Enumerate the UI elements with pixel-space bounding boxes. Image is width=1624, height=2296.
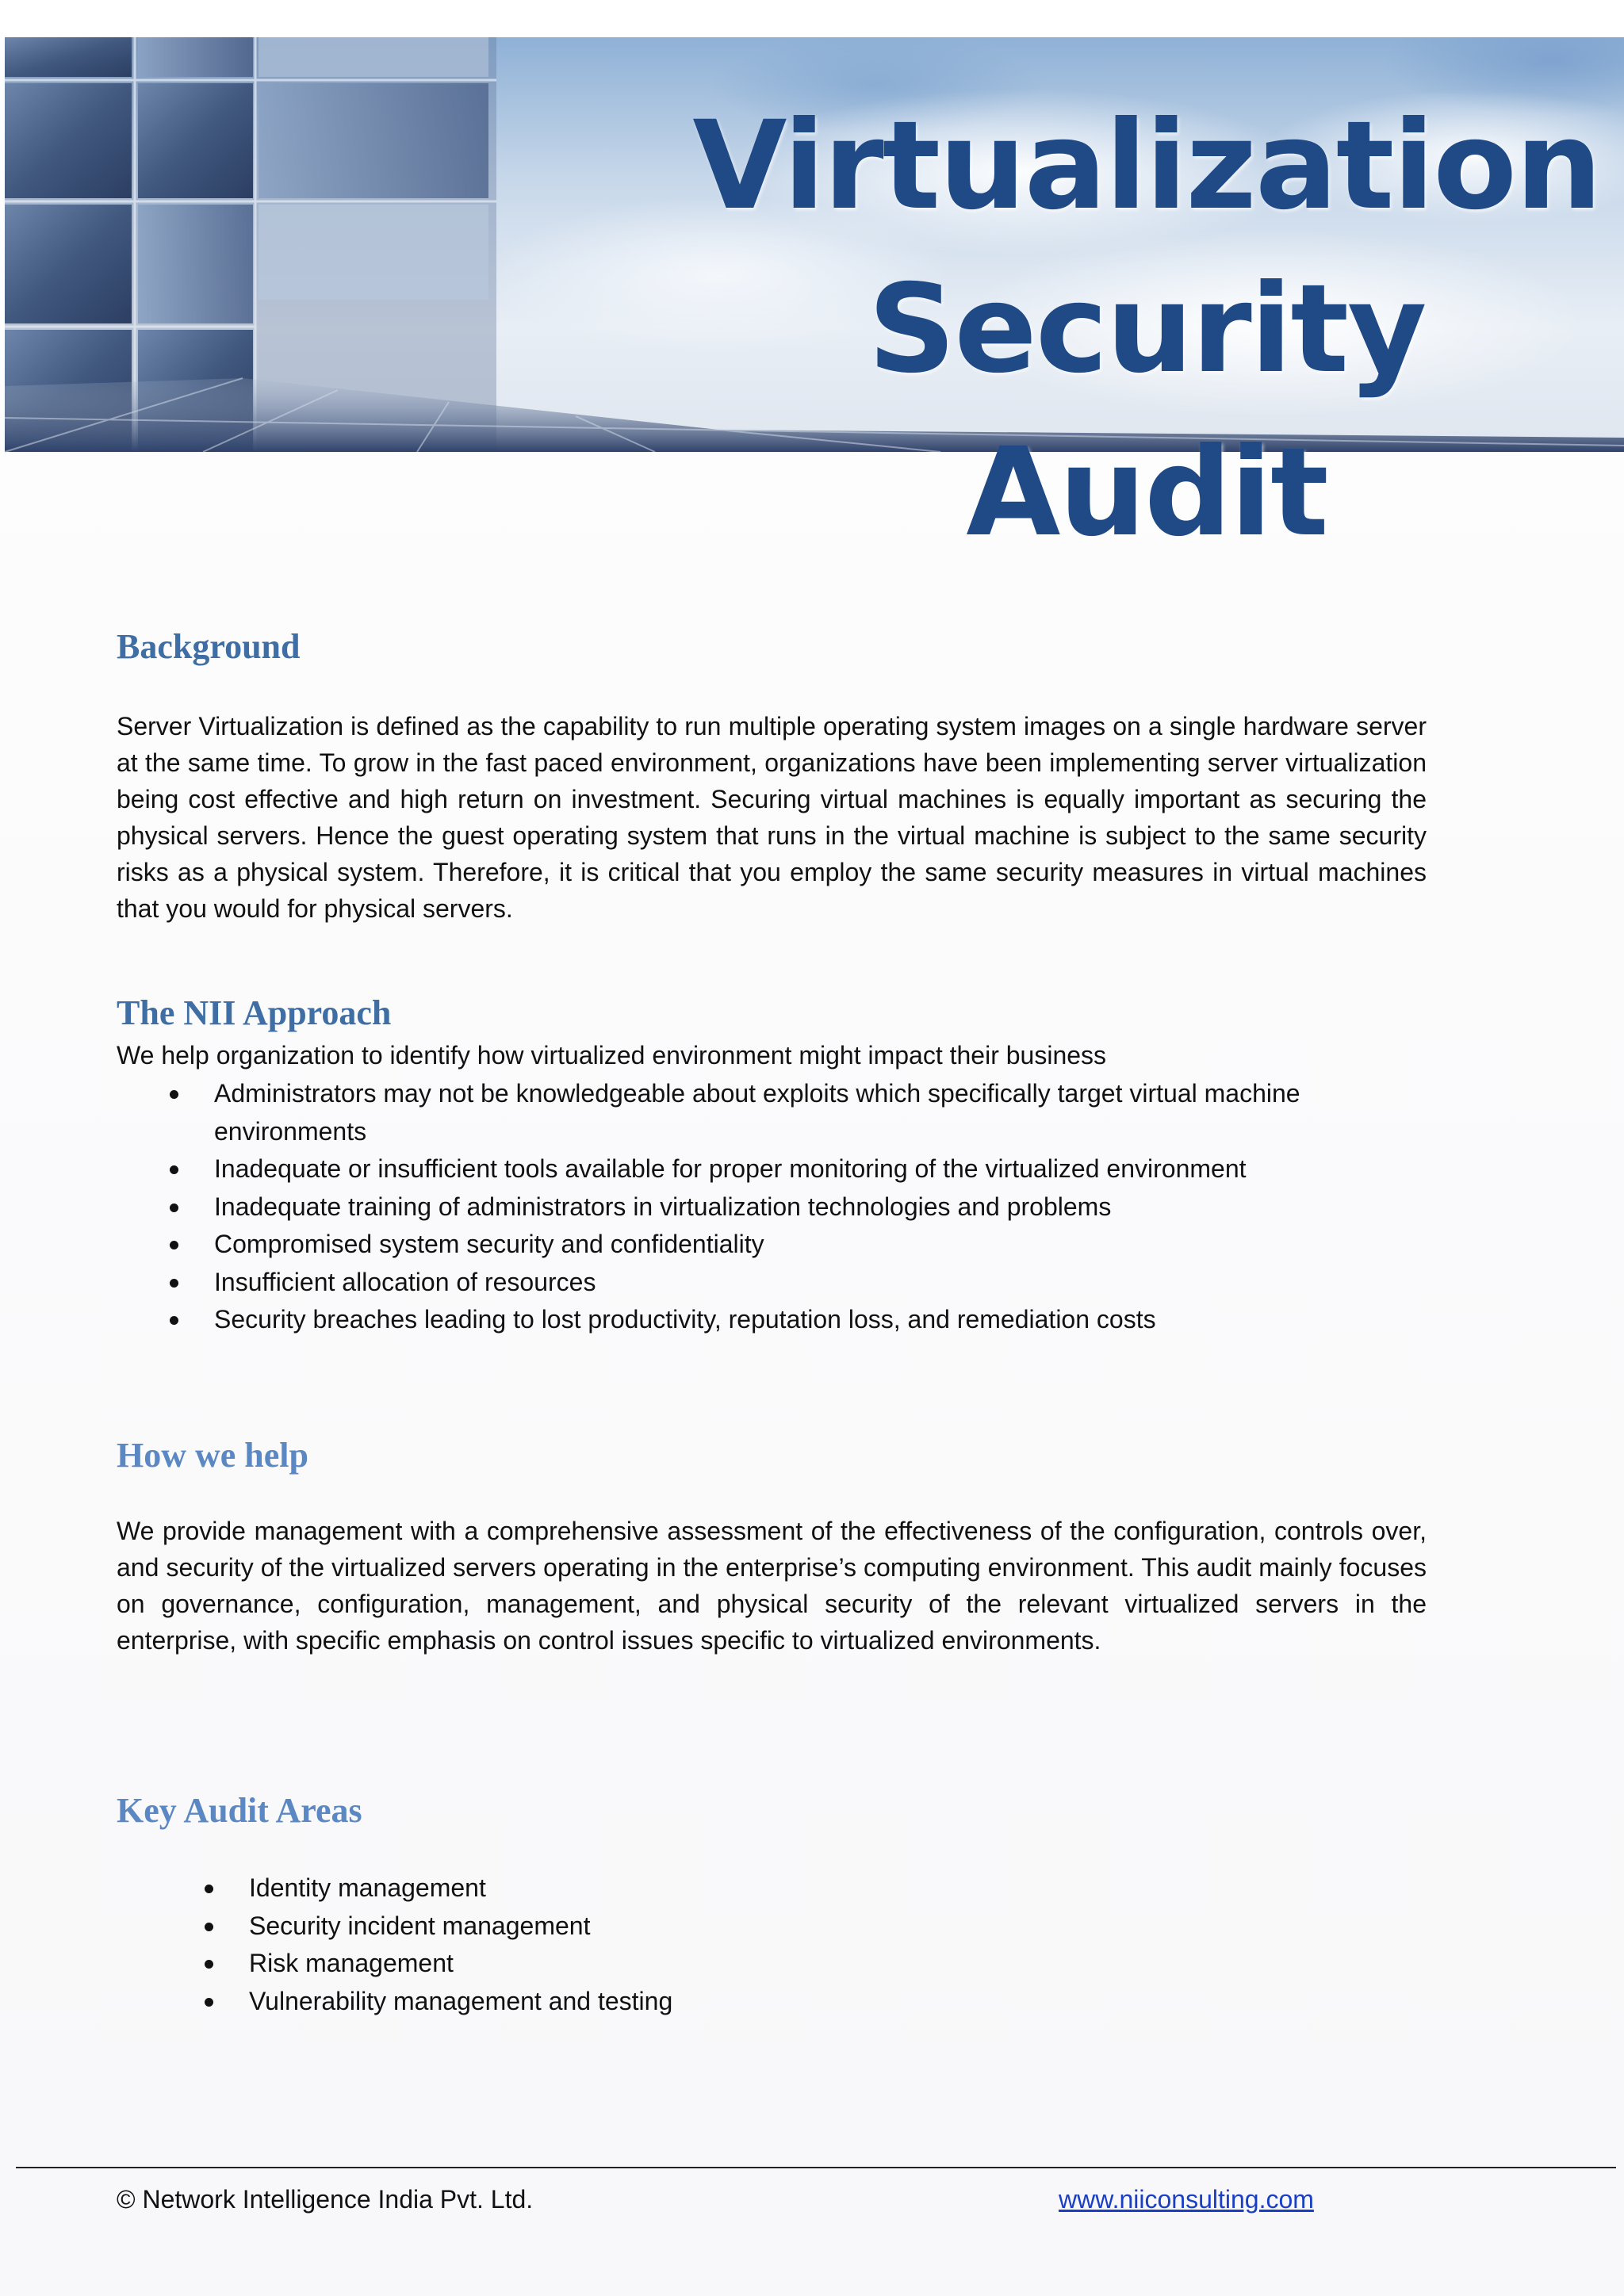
list-item xyxy=(214,1188,1427,1226)
key-audit-areas-list xyxy=(249,1869,1201,2020)
list-item-text: Inadequate training of administrators in virtualization technologies and problems xyxy=(214,1192,1112,1221)
list-item-text: Insufficient allocation of resources xyxy=(214,1267,596,1296)
bullet-icon xyxy=(205,1885,213,1893)
title-line-1: Virtualization xyxy=(692,95,1601,237)
bullet-icon xyxy=(205,1923,213,1931)
footer-divider xyxy=(16,2167,1616,2168)
footer-copyright: © Network Intelligence India Pvt. Ltd. xyxy=(117,2185,534,2214)
bullet-icon xyxy=(170,1165,178,1174)
list-item-text: Administrators may not be knowledgeable about exploits which specifically target virtual machine environments xyxy=(214,1079,1300,1146)
background-heading: Background xyxy=(117,627,301,666)
document-title xyxy=(687,85,1607,575)
title-line-2: Security Audit xyxy=(868,258,1426,564)
key-audit-areas-heading: Key Audit Areas xyxy=(117,1791,362,1830)
bullet-icon xyxy=(170,1203,178,1212)
how-we-help-paragraph: We provide management with a comprehensive assessment of the effectiveness of the configuration, controls over, and security of the virtualized servers operating in the enterprise’s computing environment. This audit mainly focuses on governance, configuration, management, and physical security of the relevant virtualized servers in the enterprise, with specific emphasis on control issues specific to virtualized environments. xyxy=(117,1517,1427,1655)
bullet-icon xyxy=(170,1241,178,1249)
list-item-text: Security breaches leading to lost productivity, reputation loss, and remediation costs xyxy=(214,1305,1156,1334)
list-item-text: Vulnerability management and testing xyxy=(249,1986,673,2015)
list-item-text: Risk management xyxy=(249,1949,454,1977)
list-item xyxy=(214,1301,1427,1339)
list-item xyxy=(249,1945,1201,1983)
bullet-icon xyxy=(205,1960,213,1969)
list-item-text: Inadequate or insufficient tools available for proper monitoring of the virtualized environment xyxy=(214,1154,1247,1183)
footer-website-link[interactable]: www.niiconsulting.com xyxy=(1059,2185,1314,2214)
list-item xyxy=(214,1226,1427,1264)
header-banner xyxy=(5,37,1624,564)
bullet-icon xyxy=(170,1279,178,1288)
approach-heading: The NII Approach xyxy=(117,993,392,1032)
bullet-icon xyxy=(170,1316,178,1325)
list-item-text: Identity management xyxy=(249,1873,486,1902)
bullet-icon xyxy=(205,1998,213,2007)
list-item xyxy=(249,1908,1201,1946)
background-paragraph: Server Virtualization is defined as the capability to run multiple operating system images on a single hardware server at the same time. To grow in the fast paced environment, organizations have been implementing server virtualization being cost effective and high return on investment. Securing virtual machines is equally important as securing the physical servers. Hence the guest operating system that runs in the virtual machine is subject to the same security risks as a physical system. Therefore, it is critical that you employ the same security measures in virtual machines that you would for physical servers. xyxy=(117,712,1427,923)
approach-intro: We help organization to identify how virtualized environment might impact their business xyxy=(117,1041,1107,1070)
list-item-text: Security incident management xyxy=(249,1911,591,1940)
list-item xyxy=(214,1075,1427,1150)
list-item xyxy=(214,1264,1427,1302)
list-item xyxy=(249,1869,1201,1908)
list-item-text: Compromised system security and confidentiality xyxy=(214,1230,764,1258)
list-item xyxy=(249,1983,1201,2021)
list-item xyxy=(214,1150,1427,1188)
bullet-icon xyxy=(170,1090,178,1099)
approach-bullet-list xyxy=(214,1075,1427,1339)
how-we-help-heading: How we help xyxy=(117,1436,308,1475)
